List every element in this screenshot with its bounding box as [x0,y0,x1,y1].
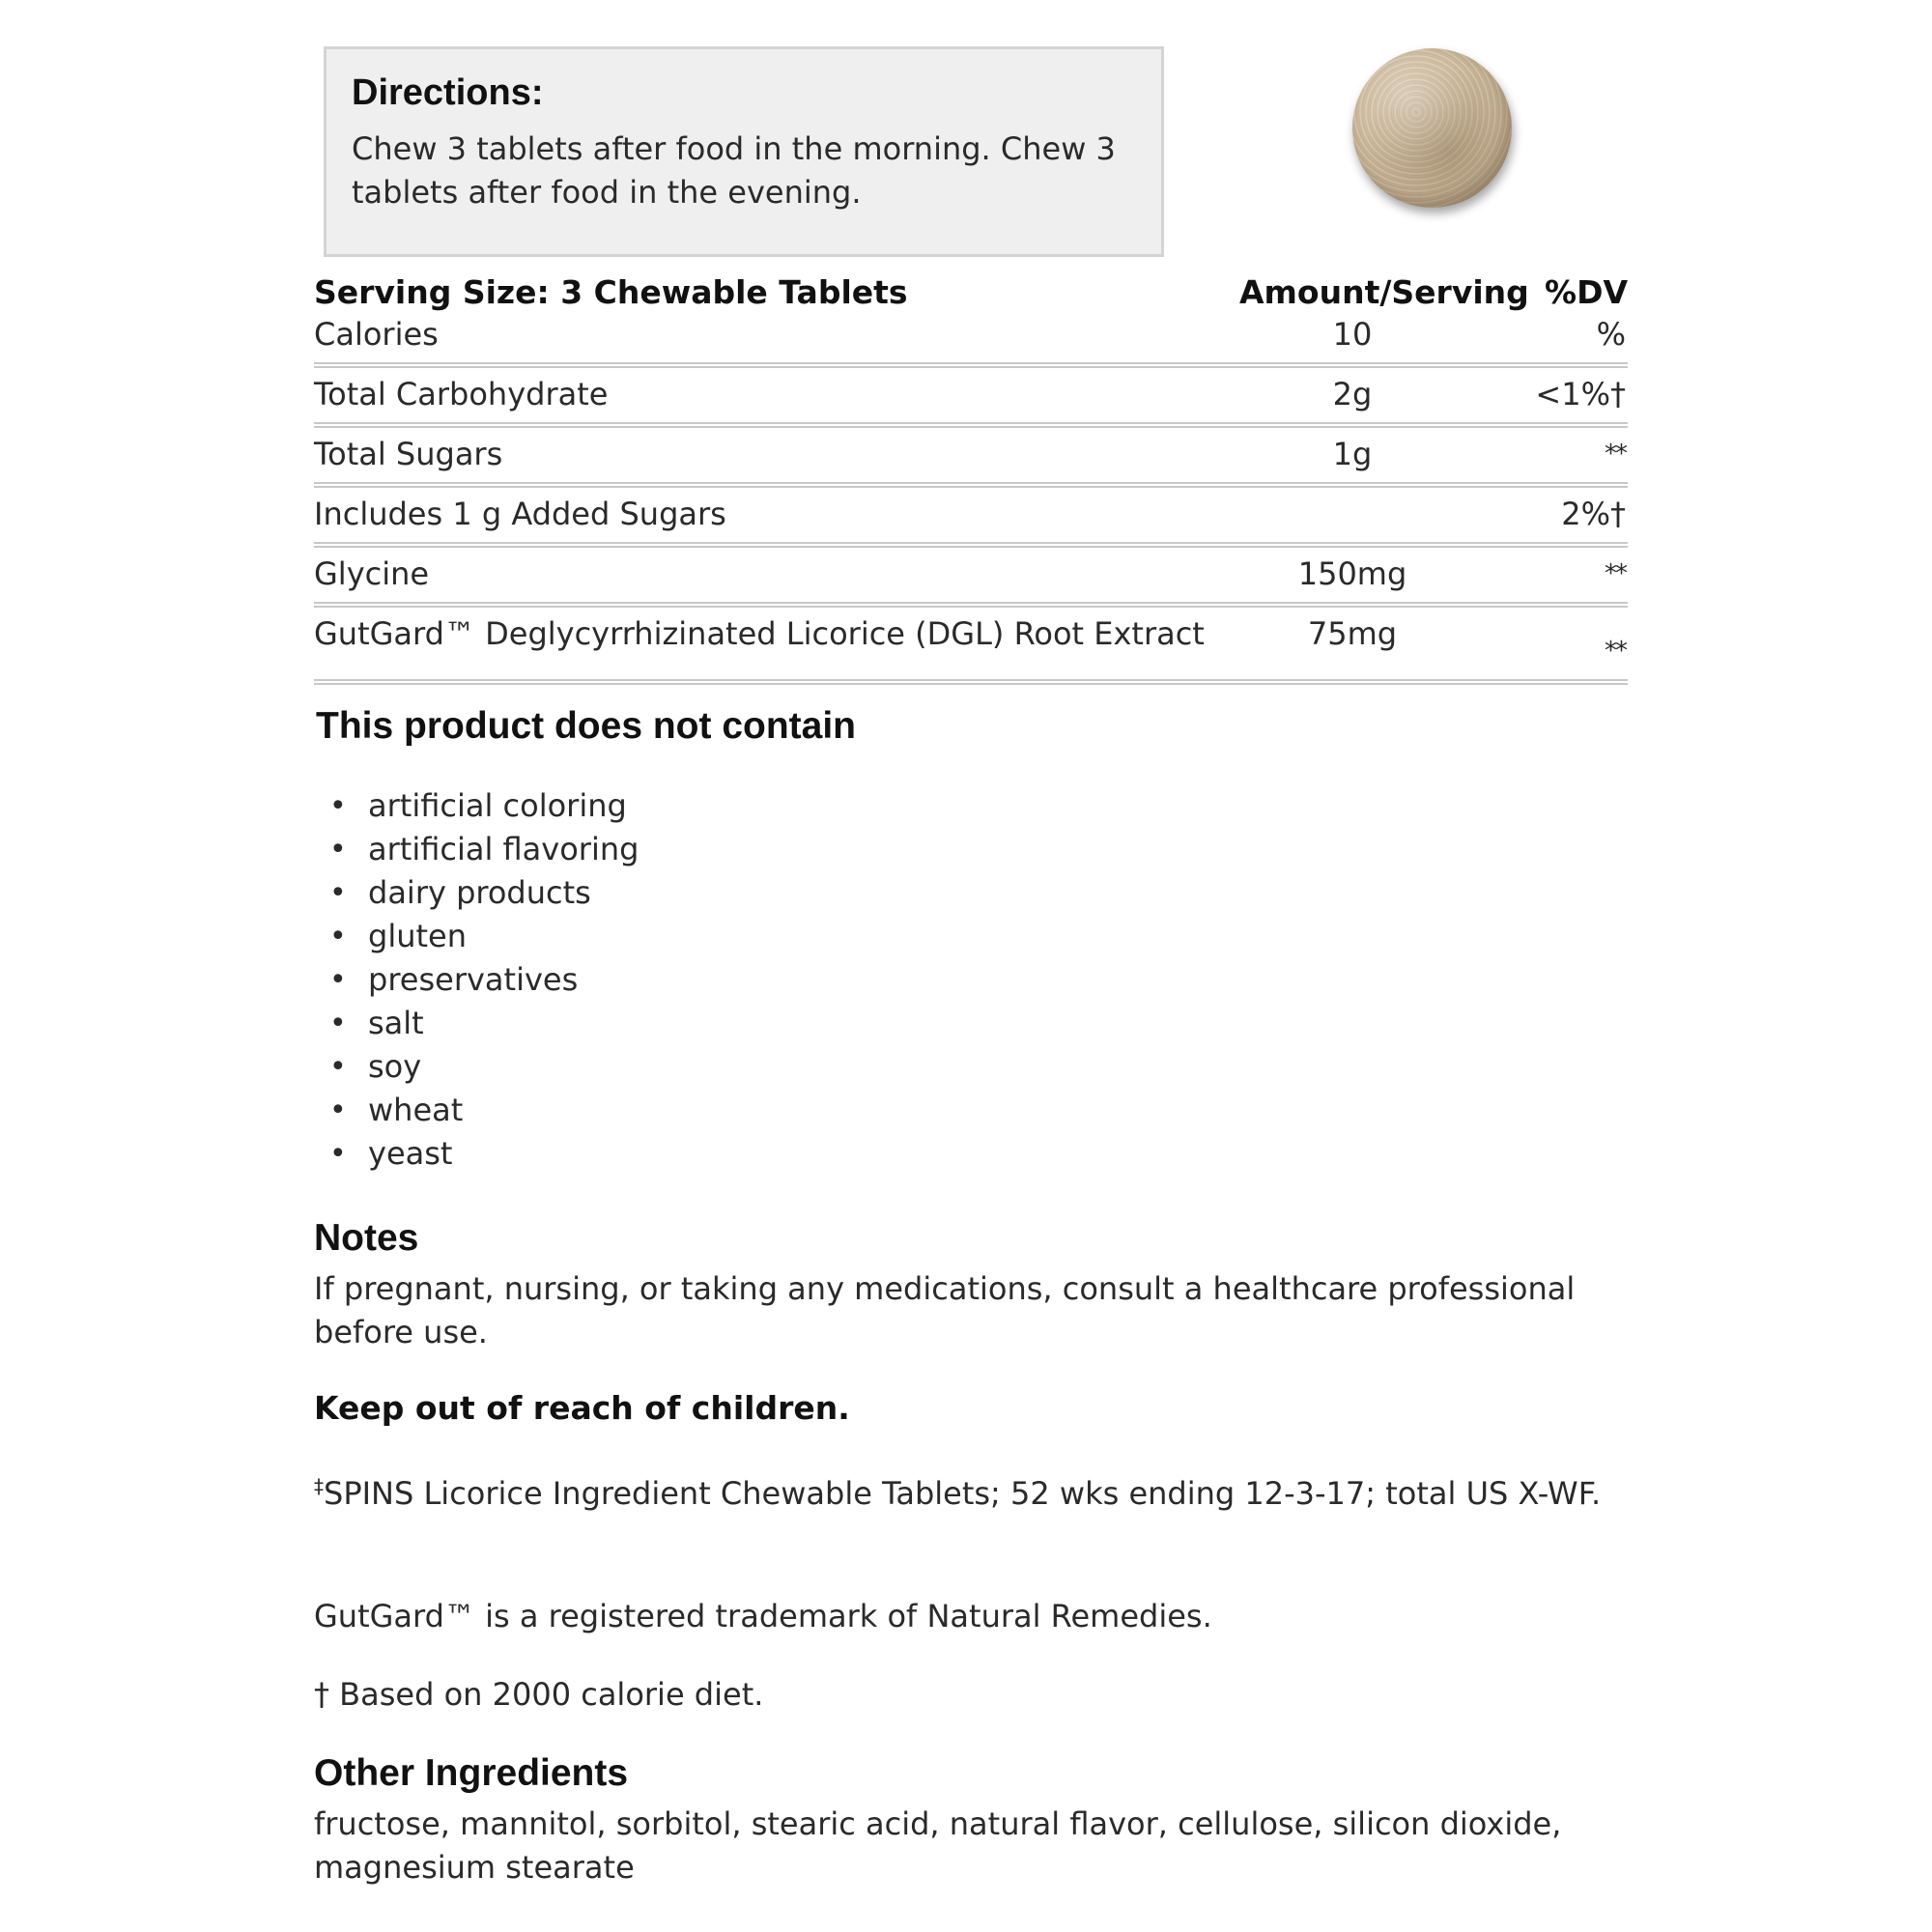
list-item-label: artificial coloring [368,787,627,824]
bullet-icon: • [329,1007,347,1040]
nutrient-name: GutGard™ Deglycyrrhizinated Licorice (DGL) Root Extract [314,615,1205,652]
notes-title: Notes [314,1217,419,1259]
table-row [314,373,1628,428]
table-row [314,433,1628,488]
keep-out-warning: Keep out of reach of children. [314,1389,850,1427]
bullet-icon: • [329,920,347,953]
does-not-contain-list [314,784,639,1176]
list-item-label: salt [368,1005,424,1041]
does-not-contain-title: This product does not contain [316,705,856,747]
nutrient-amount: 75mg [1307,615,1398,652]
nutrient-name: Total Carbohydrate [314,376,609,412]
nutrient-amount: 150mg [1297,555,1407,592]
nutrient-name: Calories [314,316,439,353]
nutrient-amount: 2g [1332,376,1373,412]
table-row [314,612,1628,685]
bullet-icon: • [329,1050,347,1084]
amount-per-serving-header: Amount/Serving [1239,272,1529,311]
nutrient-dv: <1%† [1535,376,1626,412]
nutrient-name: Glycine [314,555,430,592]
list-item [314,784,639,828]
list-item [314,915,639,958]
list-item-label: soy [368,1048,422,1085]
nutrient-dv: ** [1605,440,1626,469]
nutrient-dv: ** [1605,637,1626,666]
table-row [314,313,1628,368]
double-dagger-mark: ‡ [314,1474,324,1498]
list-item-label: gluten [368,918,467,954]
nutrient-dv: 2%† [1561,496,1626,532]
table-row [314,493,1628,548]
bullet-icon: • [329,789,347,823]
directions-text: Chew 3 tablets after food in the morning. Chew 3 tablets after food in the evening. [352,130,1116,211]
list-item [314,1045,639,1089]
list-item-label: yeast [368,1135,453,1172]
trademark-note: GutGard™ is a registered trademark of Natural Remedies. [314,1598,1212,1634]
list-item [314,1132,639,1176]
serving-size-label: Serving Size: 3 Chewable Tablets [314,272,908,311]
supplement-facts-table [314,270,1628,690]
list-item [314,871,639,915]
spins-footnote-text: SPINS Licorice Ingredient Chewable Tablets; 52 wks ending 12-3-17; total US X-WF. [324,1475,1602,1512]
calorie-diet-note: † Based on 2000 calorie diet. [314,1676,764,1713]
bullet-icon: • [329,1137,347,1171]
list-item-label: dairy products [368,874,591,911]
list-item [314,828,639,871]
directions-title: Directions: [352,72,544,113]
other-ingredients-title: Other Ingredients [314,1752,629,1794]
list-item-label: artificial flavoring [368,831,639,867]
list-item [314,1002,639,1045]
notes-text: If pregnant, nursing, or taking any medications, consult a healthcare professional before use. [314,1270,1576,1350]
nutrient-name: Includes 1 g Added Sugars [314,496,726,532]
spins-footnote [314,1472,1628,1516]
nutrient-name: Total Sugars [314,436,503,472]
list-item-label: preservatives [368,961,579,998]
table-row [314,553,1628,608]
nutrient-amount: 10 [1332,316,1373,353]
other-ingredients-text: fructose, mannitol, sorbitol, stearic acid, natural flavor, cellulose, silicon dioxide, magnesium stearate [314,1805,1562,1886]
bullet-icon: • [329,1094,347,1127]
directions-box [324,46,1164,257]
bullet-icon: • [329,876,347,910]
tablet-image [1352,48,1512,208]
dv-header: %DV [1545,272,1628,311]
nutrient-amount: 1g [1332,436,1373,472]
nutrient-dv: % [1596,316,1626,353]
list-item [314,1089,639,1132]
list-item-label: wheat [368,1092,464,1128]
bullet-icon: • [329,963,347,997]
list-item [314,958,639,1002]
supplement-facts-header [314,270,1628,313]
bullet-icon: • [329,833,347,867]
nutrient-dv: ** [1605,559,1626,588]
